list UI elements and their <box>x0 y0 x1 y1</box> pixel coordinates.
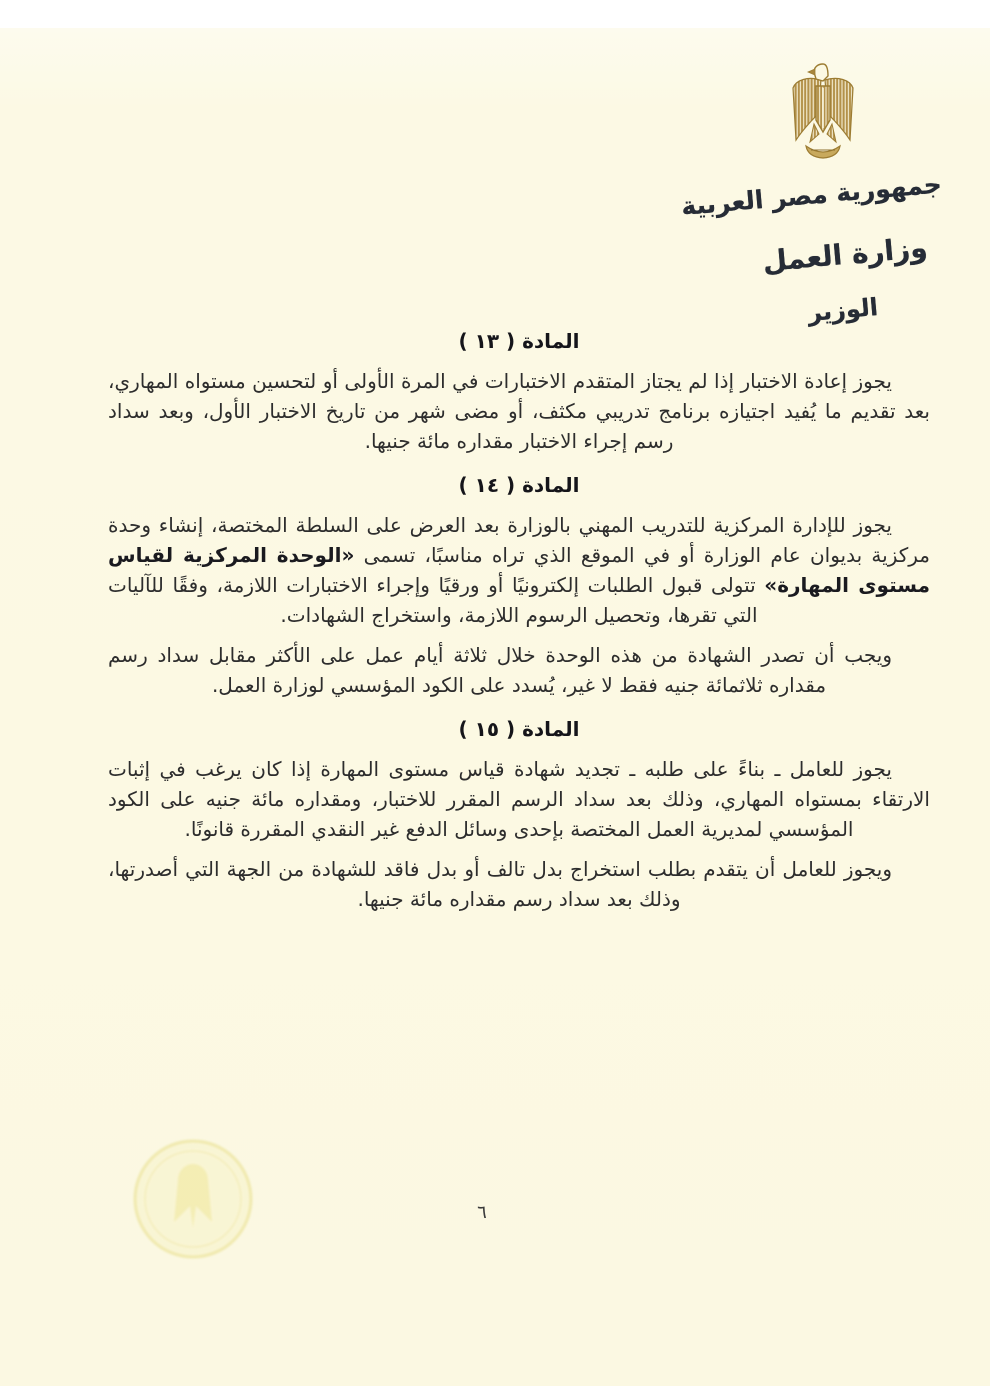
article-title-2: المادة ( ١٤ ) <box>458 473 580 497</box>
article-paragraph <box>108 366 930 456</box>
paragraph-text: يجوز للعامل ـ بناءً على طلبه ـ تجديد شهادة قياس مستوى المهارة إذا كان يرغب في إثبات الارتقاء بمستواه المهاري، وذلك بعد سداد الرسم المقرر للاختبار، ومقداره مائة جنيه على الكود المؤسسي لمديرية العمل المختصة بإحدى وسائل الدفع غير النقدي المقررة قانونًا. <box>108 757 930 841</box>
page-number: ٦ <box>477 1202 487 1223</box>
bold-term: «الوحدة المركزية لقياس مستوى المهارة» <box>108 543 930 597</box>
article-paragraph <box>108 640 930 700</box>
decree-body <box>108 312 930 924</box>
paragraph-text: يجوز للإدارة المركزية للتدريب المهني بالوزارة بعد العرض على السلطة المختصة، إنشاء وحدة مركزية بديوان عام الوزارة أو في الموقع الذي تراه مناسبًا، تسمى <box>108 513 931 567</box>
egypt-eagle-emblem-icon <box>786 62 860 164</box>
article-paragraph <box>108 754 930 844</box>
article-title-1: المادة ( ١٣ ) <box>458 329 580 353</box>
paragraph-text: ويجب أن تصدر الشهادة من هذه الوحدة خلال ثلاثة أيام عمل على الأكثر مقابل سداد رسم مقداره ثلاثمائة جنيه فقط لا غير، يُسدد على الكود المؤسسي لوزارة العمل. <box>108 643 892 697</box>
article-title-3: المادة ( ١٥ ) <box>458 717 580 741</box>
ministry-stamp-watermark-icon <box>130 1136 256 1262</box>
letterhead-minister: الوزير <box>806 293 880 327</box>
letterhead-republic: جمهورية مصر العربية <box>680 169 943 222</box>
paragraph-text: تتولى قبول الطلبات إلكترونيًا أو ورقيًا وإجراء الاختبارات اللازمة، وفقًا للآليات التي تقرها، وتحصيل الرسوم اللازمة، واستخراج الشهادات. <box>108 573 765 627</box>
letterhead-ministry: وزارة العمل <box>761 230 929 279</box>
article-paragraph <box>108 854 930 914</box>
paragraph-text: ويجوز للعامل أن يتقدم بطلب استخراج بدل تالف أو بدل فاقد للشهادة من الجهة التي أصدرتها، وذلك بعد سداد رسم مقداره مائة جنيها. <box>108 857 892 911</box>
paragraph-text: يجوز إعادة الاختبار إذا لم يجتاز المتقدم الاختبارات في المرة الأولى أو لتحسين مستواه المهاري، بعد تقديم ما يُفيد اجتيازه برنامج تدريبي مكثف، أو مضى شهر من تاريخ الاختبار الأول، وبعد سداد رسم إجراء الاختبار مقداره مائة جنيها. <box>108 369 930 453</box>
article-paragraph <box>108 510 930 630</box>
